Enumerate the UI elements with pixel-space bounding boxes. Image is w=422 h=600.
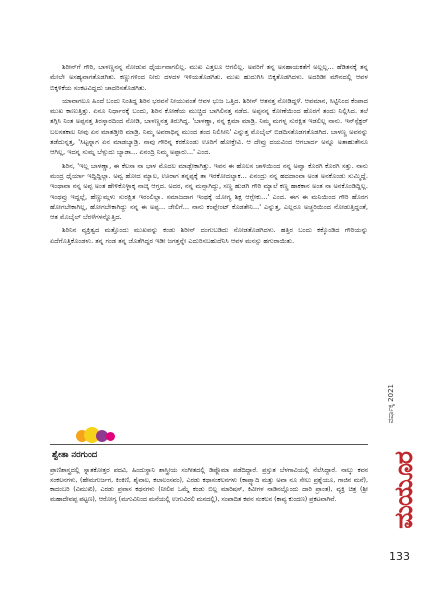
author-bio: ಪ್ರಾಣಿಶಾಸ್ತ್ರದಲ್ಲಿ ಸ್ನಾತಕೋತ್ತರ ಪದವಿ, ಹಿಂದುಸ್ಥಾನಿ ಶಾಸ್ತ್ರೀಯ ಸಂಗೀತದಲ್ಲಿ ಡಿಪ್ಲೊಮಾ ಪಡೆದಿದ್ದಾರೆ. ಪ್ರಸ್ತುತ ಬೆಳಗಾವಿಯಲ್ಲಿ ನೆಲೆಸಿದ್ದಾರೆ. ನಾಲ್ಕು ಕವನ ಸಂಕಲನಗಳು, (ಹೇಮಗುರ್ಜಗ, ಕಿಂಕಿಣಿ, ಶೈವಾಲ, ಕಲಾಲಂಸವಂ), ಎರಡು ಕಥಾಸಂಕಲನಗಳು (ಕಾಪ್ಸ್ಯಾದಿ ಮತ್ತು ಅವಾ ನೂ ಸೇಲು ಪ್ರಶ್ನೆಯೂ, ಗಾಜಿನ ಮನೆ), ಕಾದಂಬರಿ (ವಿಮುಖಿ), ಎರಡು ಪ್ರವಾಸ ಕಥನಗಳು (ನೀಲಿವ ಒಮ್ಮೆ ಕಂಡು ಬಿಲ್ಲ ಮಾರಿಷಸ್, ಕಿವೀಗಳ ನಾಡಿನಲ್ಲೊಂದು ದಾರಿ ಪ್ರಾಂತ), ವ್ಯಕ್ತಿ ಚಿತ್ರ (ಶ್ರೀ ಮಹಾದೇವಪ್ಪ ಪಟ್ಟಣ), ಆರೋಗ್ಯ (ಮಗುವಿನಿಂದ ಮನೆಯಲ್ಲಿ ಉಗುವಿರಲಿ ಮನದಲ್ಲಿ), ಸಂಪಾದಿತ ಕವನ ಸಂಕಲನ (ಕಾವ್ಯ ಕುಂದಣ) ಪ್ರಕಟವಾಗಿವೆ. <box>50 467 368 503</box>
magazine-logo: ಮಯೂರ <box>389 452 418 529</box>
page-number: 133 <box>389 550 410 563</box>
paragraph: ಶಿರಿನಿನ ವ್ಯಕ್ತಿತ್ವದ ಮತ್ತೊಂದು ಮುಖವನ್ನು ಕಂಡು ಶಿರೀನ್ ದಂಗುಬಡಿದು ನೋಡತೊಡಗಿದಳು. ಹತ್ತಿರ ಬಂದು ಕಕ್ಕೊಂಡಿದ ಗೌರಿಯನ್ನು ಏದೆಗೊತ್ತಿಕೊಂಡಳು. ತನ್ನ ಗಂಡ ತನ್ನ ಜೊತೆಗಿದ್ದರ ಇಡೀ ಜಗತ್ತನ್ನೇ ಎದುರಿಸಬಹುದೆನಿಸಿ ಆವಳ ಮನಸ್ಸು ಹಗುರಾಯಿತು. <box>50 226 368 245</box>
author-name: ಶ್ವೇತಾ ನರಗುಂದ <box>52 450 98 460</box>
story-text <box>50 62 368 249</box>
paragraph: ಶಿರೀನ್‌ಗೆ ಗೌರಿ, ಬಾಳಣ್ಣನನ್ನ ನೋಡುವ ಧೈರ್ಯವಾಗಲಿಲ್ಲ. ಮುಖ ಎತ್ತಲೂ ಆಗಲಿಲ್ಲ. ಅವರಿಗೆ ತನ್ನ ಅಸಹಾಯಕತೆಗೆ ಅಲ್ಲಲ್ಲ... ಹೆಡಿತನಕ್ಕೆ ತನ್ನ ಮೇಲೇ ಅಸಹ್ಯವಾಗತೊಡಗಿತು. ಕಣ್ಣುಗಳಿಂದ ನೀರು ದಳದಳ ಇಳಿಯತೊಡಗಿತು. ಮುಖ ಹುದುಗಿಸಿ ಬಿಕ್ಕತೊಡಗಿದಳು. ಅದರಿಡೀ ಮೌನದಲ್ಲಿ ಆವಳ ಬಿಕ್ಕಳಿಕೆಯ ಸಂಕಟವಿದ್ದದು ಚಾದರಿಸತೊಡಗಿತು. <box>50 63 368 92</box>
pink-dot-icon <box>106 432 115 441</box>
decorative-dots <box>76 427 136 443</box>
section-divider <box>50 444 368 445</box>
paragraph: ಯಾವಾಗಲೂ ಹಿಂದೆ ಬಂದು ನಿಂತಿದ್ದ ಶಿರಿನ ಭರವಸೆ ನೀಯುವಂತೆ ಆವಳ ಭುಜ ಒತ್ತಿದ. ಶಿರೀನ್ ಆತನತ್ತ ನೋಡಿದ್ದಳೆ. ಆವಮಾನ, ಸಿಟ್ಟಿನಿಂದ ಕೆಂಪಾದ ಮುಖ ಕಾಣುತ್ತಿತ್ತು. ಏನೂ ನಿರ್ಧಾರಕ್ಕೆ ಬಂದು, ಶಿರಿನ ಕೋಣೆಯ ಮುಚ್ಚಿದ ಬಾಗಿಲಿನತ್ತ ನಡೆದ. ಅಪ್ಪನನ್ನ ಕೋಣೆಯಿಂದ ಹೊರಗೆ ತಂದು ನಿಲ್ಲಿಸಿದ. ತಲೆ ತಗ್ಗಿಸಿ ನಿಂತ ಅಪ್ಪನತ್ತ ತಿರಸ್ಕಾರದಿಂದ ನೋಡಿ, ಬಾಳಣ್ಣನತ್ತ ತಿರುಗಿದ್ದ. 'ಬಾಳಣ್ಣಾ, ನನ್ನ ಕ್ಷಮಾ ಮಾಡ್ರಿ. ನಿಮ್ಮ ಮಗಳ್ನ ಸುರಕ್ಷಿತ ಇಡಲಿಲ್ಲ ನಾನು. ಇನ್‌ಸ್ಪೆಕ್ಟರ್ ಬಲಸತಕಾಲ ನೀವು ಏನ ಮಾತಡ್ತೀರಿ ಮಾಡ್ರಿ. ನಿಮ್ಮ ಅಪರಾಧಿನ್ನ ಮುಂದ ತಂದ ನಿಲಿಸೀನಿ' ಎನ್ನುತ್ತ ಮೊಬೈಲ್ ಬಿಡದಿಸತೊಡಗತೊಡಗಿದ. ಬಾಳಣ್ಣ ಅವನನ್ನು ತಡೆದುನ್ನತ್ತ, 'ಸಿಟ್ಟನ್ನಾಗ ಏನ ಮಾಡಬ್ಯಾಡ್ರಿ. ನಾವು ಗೌರಿನ್ನ ಕರಕೊಂಡು ಊರಿಗೆ ಹೋಕ್ತೇವಿ. ಆ ದೇವ್ರು ದಯವಿಂದ ಆಗಬಾರ್ದ ಅನ್ನೂ ಅತಾಹುತೇನೂ ಆಗಿಲ್ಲ, ಇದನ್ನ ಸುಮ್ನ ಬೆಳ್ಸುದು ಬ್ಯಾಡಾ... ಏನಂದ್ರಿ ನಿಮ್ಮ ಅಪ್ಪಾರು...' ಎಂದ. <box>50 96 368 157</box>
issue-year-label: ವರ್ಷಾಕ್ಕ 2021 <box>387 384 395 424</box>
paragraph: ಶಿರಿನ, 'ಇಲ್ಲ ಬಾಳಣ್ಣಾ, ಈ ಕೆಲಸಾ ನಾ ಭಾಳ ಮೊದಲ ಮಾಡ್ಬೇಕಾಗಿತ್ತು. ಇವನ ಈ ಹೊಲಸ ಚಾಳಿಯಿಂದ ನನ್ನ ಅವ್ವಾ ಕೊರಗಿ ಕೊರಗಿ ಸತ್ತು. ನಾನು ಮಂದ್ರ ಧೈರ್ಯಾ ಇದ್ದಿದ್ದಿಲ್ಲಾ. ಅವ್ವ ಹೋದ ಮ್ಯಾಲ, ಊರಾಗ ತನ್ನಪ್ಪಕ್ಕೆ ತಾ ಇರಕೋದಲ್ಯಾಕ... ಏನಂದ್ರು ನನ್ನ ಹದದಾಂವಾ ಅಂತ ಅನಕೊಂಡು ಸುಮ್ಮಿದ್ದೆ. ಇಂಥಾವಾ ನನ್ನ ಅಪ್ಪ ಅಂತ ಹೇಳಿಕೊಳ್ಳಾಕ್ಕ ನಾಚ್ಕಿ ಆಗ್ತದ. ಅದರ, ನನ್ನ ಮನ್ಸಾಗಿದ್ದು, ಸಣ್ಣ ಹುಡಗಿ ಗೌರಿ ಮ್ಯಾಲೆ ಕಣ್ಣ ಹಾಕಕಾನ ಅಂತ ನಾ ಅನಕೊಂಡಿದ್ದಿಲ್ಲ. ಇಂಥವ್ರು ಇದ್ದಲ್ಲೆ, ಹೆಣ್ಣುಮ್ಗಳು ಸುರಕ್ಷಿತ ಇರಂಲಿಲ್ಲಾ. ಸಮಾಜದಾಗ ಇಂಥಕ್ಕೆ ಯೋಗ್ಯ ಶಿಕ್ಷ ಆಗ್ಬೇಕು...' ಎಂದ. ಈಗ ಈ ಮನಿಯಿಂದ ಗೌರಿ ಹೊರಗ ಹೋಗಬೇಕಾಗಿಲ್ಲ, ಹೋಗಬೇಕಾಗಿದ್ದು ನನ್ನ ಈ ಅಪ್ಪ... ಜೇಲಿಗೆ... ನಾನು ಕಂಪ್ಲೇಂಟ್ ಕೊಡತೇನಿ...' ಎನ್ನುತ್ತ, ಎಲ್ಲರೂ ಅಚ್ಚರಿಯಿಂದ ನೋಡುತ್ತಿದ್ದಂತೆ, ಆತ ಮೊಬೈಲ್ ಬೆರಳೆಗಳನ್ನೊತ್ತಿದ. <box>50 161 368 222</box>
